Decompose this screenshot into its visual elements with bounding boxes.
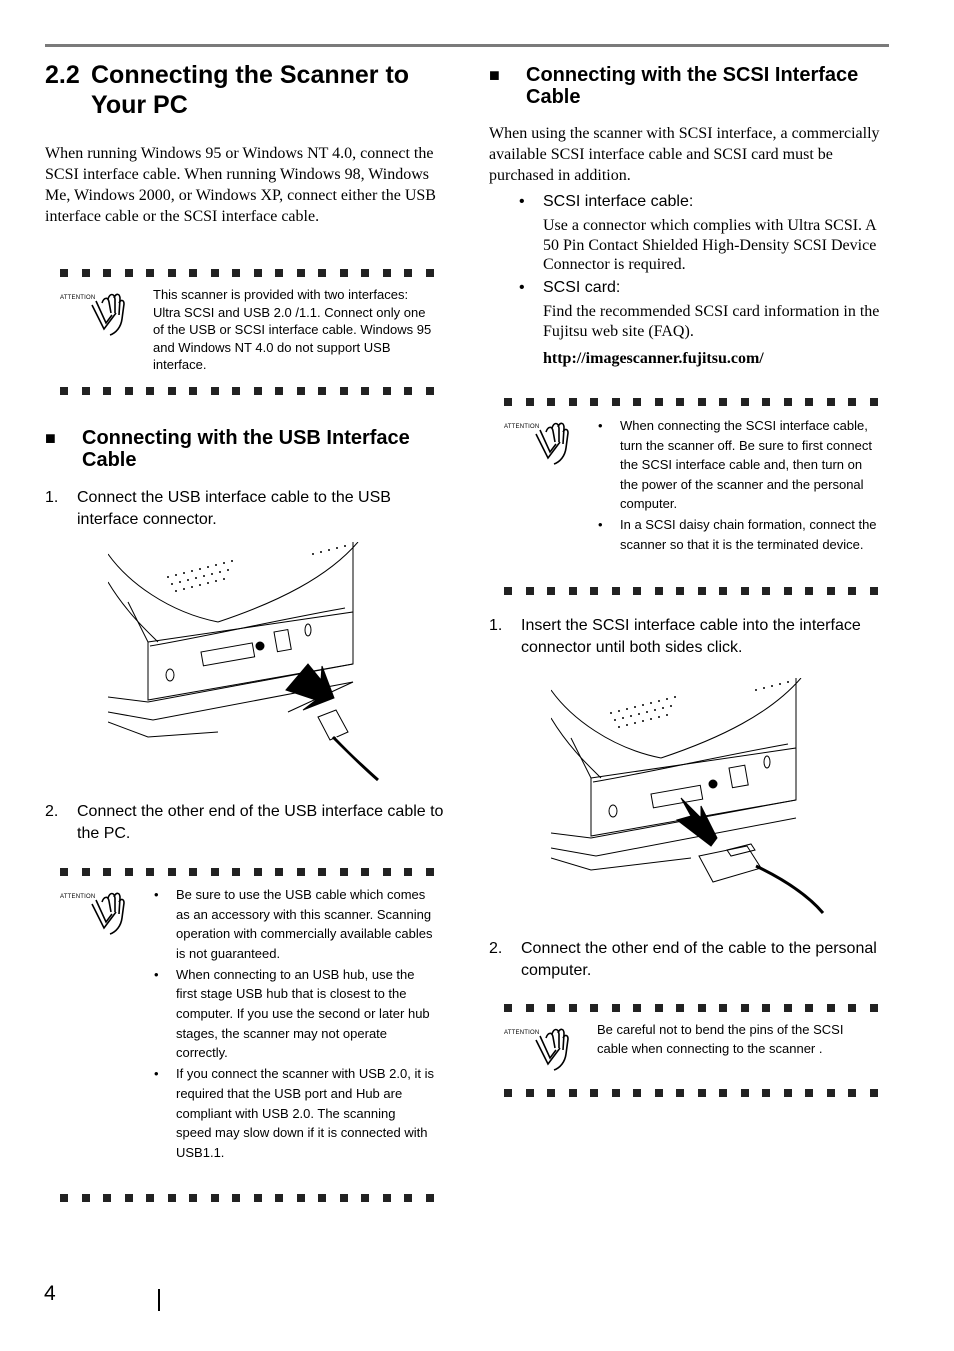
border-square bbox=[297, 387, 305, 395]
border-square bbox=[719, 587, 727, 595]
border-square bbox=[254, 868, 262, 876]
usb-notes bbox=[154, 885, 434, 1164]
border-square bbox=[805, 398, 813, 406]
border-square bbox=[361, 868, 369, 876]
border-square bbox=[318, 1194, 326, 1202]
border-square bbox=[547, 398, 555, 406]
scsi-final-note-border-bottom bbox=[504, 1089, 878, 1097]
border-square bbox=[254, 269, 262, 277]
scsi-intro: When using the scanner with SCSI interface, a commercially available SCSI interface cable and SCSI card must be purchased in addition. bbox=[489, 125, 880, 184]
border-square bbox=[60, 387, 68, 395]
scsi-final-note-border-top bbox=[504, 1004, 878, 1012]
border-square bbox=[633, 1004, 641, 1012]
border-square bbox=[361, 387, 369, 395]
border-square bbox=[103, 868, 111, 876]
border-square bbox=[275, 1194, 283, 1202]
border-square bbox=[146, 269, 154, 277]
section-number: 2.2 bbox=[45, 61, 80, 89]
border-square bbox=[762, 1004, 770, 1012]
border-square bbox=[318, 269, 326, 277]
border-square bbox=[361, 269, 369, 277]
border-square bbox=[254, 1194, 262, 1202]
border-square bbox=[870, 587, 878, 595]
border-square bbox=[762, 587, 770, 595]
border-square bbox=[590, 587, 598, 595]
border-square bbox=[82, 387, 90, 395]
border-square bbox=[426, 1194, 434, 1202]
border-square bbox=[569, 1004, 577, 1012]
border-square bbox=[275, 269, 283, 277]
border-square bbox=[612, 587, 620, 595]
border-square bbox=[189, 269, 197, 277]
border-square bbox=[211, 1194, 219, 1202]
border-square bbox=[103, 269, 111, 277]
border-square bbox=[340, 868, 348, 876]
border-square bbox=[590, 398, 598, 406]
border-square bbox=[275, 387, 283, 395]
border-square bbox=[404, 387, 412, 395]
border-square bbox=[82, 1194, 90, 1202]
border-square bbox=[232, 1194, 240, 1202]
scsi-note-border-top bbox=[504, 398, 878, 406]
top-rule bbox=[45, 44, 889, 47]
border-square bbox=[383, 1194, 391, 1202]
border-square bbox=[168, 868, 176, 876]
border-square bbox=[870, 1004, 878, 1012]
border-square bbox=[189, 387, 197, 395]
scsi-step-2: 2. Connect the other end of the cable to the personal computer. bbox=[489, 940, 877, 979]
border-square bbox=[340, 387, 348, 395]
border-square bbox=[569, 398, 577, 406]
border-square bbox=[146, 868, 154, 876]
border-square bbox=[125, 269, 133, 277]
border-square bbox=[547, 1004, 555, 1012]
usb-step-1: 1. Connect the USB interface cable to the USB interface connector. bbox=[45, 489, 391, 528]
border-square bbox=[698, 398, 706, 406]
scsi-notes bbox=[598, 416, 880, 556]
usb-heading: ■ Connecting with the USB Interface Cable bbox=[45, 427, 410, 471]
border-square bbox=[827, 1089, 835, 1097]
border-square bbox=[719, 1004, 727, 1012]
border-square bbox=[526, 398, 534, 406]
border-square bbox=[741, 398, 749, 406]
border-square bbox=[784, 1004, 792, 1012]
border-square bbox=[612, 1089, 620, 1097]
border-square bbox=[426, 868, 434, 876]
border-square bbox=[275, 868, 283, 876]
border-square bbox=[633, 587, 641, 595]
border-square bbox=[146, 1194, 154, 1202]
border-square bbox=[340, 1194, 348, 1202]
note-interfaces: This scanner is provided with two interfaces: Ultra SCSI and USB 2.0 /1.1. Connect only one of the USB or SCSI interface cable. Windows 95 and Windows NT 4.0 do not support USB interface. bbox=[153, 287, 432, 373]
border-square bbox=[125, 1194, 133, 1202]
border-square bbox=[676, 1004, 684, 1012]
border-square bbox=[827, 398, 835, 406]
border-square bbox=[383, 387, 391, 395]
border-square bbox=[655, 1004, 663, 1012]
border-square bbox=[340, 269, 348, 277]
border-square bbox=[655, 587, 663, 595]
border-square bbox=[146, 387, 154, 395]
border-square bbox=[805, 1004, 813, 1012]
attention-icon: ATTENTION bbox=[60, 293, 132, 337]
border-square bbox=[404, 868, 412, 876]
border-square bbox=[168, 269, 176, 277]
border-square bbox=[698, 587, 706, 595]
border-square bbox=[426, 387, 434, 395]
border-square bbox=[526, 1004, 534, 1012]
border-square bbox=[805, 1089, 813, 1097]
section-title bbox=[45, 60, 445, 120]
scsi-note-item: • In a SCSI daisy chain formation, connect the scanner so that it is the terminated device. bbox=[598, 517, 877, 553]
border-square bbox=[526, 1089, 534, 1097]
border-square bbox=[633, 1089, 641, 1097]
usb-step-2: 2. Connect the other end of the USB interface cable to the PC. bbox=[45, 803, 444, 842]
border-square bbox=[698, 1004, 706, 1012]
border-square bbox=[232, 269, 240, 277]
border-square bbox=[60, 1194, 68, 1202]
border-square bbox=[762, 1089, 770, 1097]
border-square bbox=[189, 868, 197, 876]
note-border-top bbox=[60, 269, 434, 277]
border-square bbox=[189, 1194, 197, 1202]
attention-icon: ATTENTION bbox=[504, 422, 576, 466]
border-square bbox=[655, 398, 663, 406]
border-square bbox=[590, 1089, 598, 1097]
border-square bbox=[82, 868, 90, 876]
border-square bbox=[404, 269, 412, 277]
border-square bbox=[870, 398, 878, 406]
usb-note-item: • Be sure to use the USB cable which comes as an accessory with this scanner. Scanning operation with commercially available cables is not guaranteed. bbox=[154, 887, 433, 961]
border-square bbox=[848, 398, 856, 406]
border-square bbox=[569, 1089, 577, 1097]
border-square bbox=[211, 269, 219, 277]
border-square bbox=[60, 269, 68, 277]
scsi-heading: ■ Connecting with the SCSI Interface Cable bbox=[489, 64, 859, 108]
border-square bbox=[590, 1004, 598, 1012]
scsi-item-card-desc: Find the recommended SCSI card information in the Fujitsu web site (FAQ). bbox=[543, 303, 880, 340]
scanner-scsi-connection-illustration bbox=[551, 678, 826, 918]
attention-icon: ATTENTION bbox=[504, 1028, 576, 1072]
border-square bbox=[741, 1004, 749, 1012]
border-square bbox=[805, 587, 813, 595]
border-square bbox=[676, 587, 684, 595]
scsi-note-item: • When connecting the SCSI interface cable, turn the scanner off. Be sure to first connect the SCSI interface cable and, then turn on the power of the scanner and the personal computer. bbox=[598, 418, 872, 512]
border-square bbox=[504, 398, 512, 406]
border-square bbox=[870, 1089, 878, 1097]
border-square bbox=[103, 387, 111, 395]
scsi-item-card: • SCSI card: bbox=[519, 279, 621, 296]
scsi-item-cable: • SCSI interface cable: bbox=[519, 193, 694, 210]
section-title-line1: Connecting the Scanner to bbox=[91, 61, 410, 89]
border-square bbox=[232, 387, 240, 395]
scsi-step-1: 1. Insert the SCSI interface cable into the interface connector until both sides click. bbox=[489, 617, 861, 656]
border-square bbox=[361, 1194, 369, 1202]
border-square bbox=[848, 1089, 856, 1097]
usb-note-border-bottom bbox=[60, 1194, 434, 1202]
border-square bbox=[784, 398, 792, 406]
border-square bbox=[827, 1004, 835, 1012]
scanner-usb-connection-illustration bbox=[108, 542, 383, 782]
border-square bbox=[211, 387, 219, 395]
border-square bbox=[504, 1089, 512, 1097]
fujitsu-url[interactable]: http://imagescanner.fujitsu.com/ bbox=[543, 350, 764, 367]
border-square bbox=[383, 868, 391, 876]
scsi-pins-note: Be careful not to bend the pins of the SCSI cable when connecting to the scanner . bbox=[597, 1022, 844, 1056]
border-square bbox=[404, 1194, 412, 1202]
border-square bbox=[232, 868, 240, 876]
border-square bbox=[762, 398, 770, 406]
border-square bbox=[676, 398, 684, 406]
border-square bbox=[547, 587, 555, 595]
border-square bbox=[426, 269, 434, 277]
note-border-bottom bbox=[60, 387, 434, 395]
border-square bbox=[318, 868, 326, 876]
border-square bbox=[211, 868, 219, 876]
attention-icon: ATTENTION bbox=[60, 892, 132, 936]
border-square bbox=[168, 387, 176, 395]
border-square bbox=[297, 868, 305, 876]
section-title-line2: Your PC bbox=[91, 91, 188, 119]
border-square bbox=[547, 1089, 555, 1097]
scsi-item-cable-desc: Use a connector which complies with Ultra SCSI. A 50 Pin Contact Shielded High-Density SCSI Device Connector is required. bbox=[543, 217, 877, 273]
border-square bbox=[741, 587, 749, 595]
border-square bbox=[848, 1004, 856, 1012]
border-square bbox=[383, 269, 391, 277]
border-square bbox=[168, 1194, 176, 1202]
page-number: 4 bbox=[44, 1282, 56, 1305]
footer-divider bbox=[158, 1289, 160, 1311]
border-square bbox=[612, 1004, 620, 1012]
border-square bbox=[82, 269, 90, 277]
usb-note-item: • When connecting to an USB hub, use the first stage USB hub that is closest to the computer. If you use the second or later hub stages, the scanner may not operate correctly. bbox=[154, 966, 430, 1061]
border-square bbox=[612, 398, 620, 406]
border-square bbox=[103, 1194, 111, 1202]
border-square bbox=[60, 868, 68, 876]
border-square bbox=[297, 269, 305, 277]
border-square bbox=[719, 398, 727, 406]
border-square bbox=[526, 587, 534, 595]
border-square bbox=[741, 1089, 749, 1097]
scsi-note-border-bottom bbox=[504, 587, 878, 595]
border-square bbox=[318, 387, 326, 395]
border-square bbox=[848, 587, 856, 595]
border-square bbox=[125, 868, 133, 876]
usb-note-border-top bbox=[60, 868, 434, 876]
border-square bbox=[655, 1089, 663, 1097]
border-square bbox=[784, 1089, 792, 1097]
intro-paragraph: When running Windows 95 or Windows NT 4.0, connect the SCSI interface cable. When running Windows 98, Windows Me, Windows 2000, or Windows XP, connect either the USB interface cable or the SCSI interface cable. bbox=[45, 145, 436, 225]
border-square bbox=[633, 398, 641, 406]
border-square bbox=[254, 387, 262, 395]
border-square bbox=[827, 587, 835, 595]
border-square bbox=[784, 587, 792, 595]
border-square bbox=[719, 1089, 727, 1097]
border-square bbox=[569, 587, 577, 595]
border-square bbox=[504, 587, 512, 595]
usb-note-item: • If you connect the scanner with USB 2.0, it is required that the USB port and Hub are compliant with USB 2.0. The scanning speed may slow down if it is connected with USB1.1. bbox=[154, 1066, 434, 1160]
border-square bbox=[698, 1089, 706, 1097]
border-square bbox=[504, 1004, 512, 1012]
border-square bbox=[125, 387, 133, 395]
border-square bbox=[297, 1194, 305, 1202]
border-square bbox=[676, 1089, 684, 1097]
